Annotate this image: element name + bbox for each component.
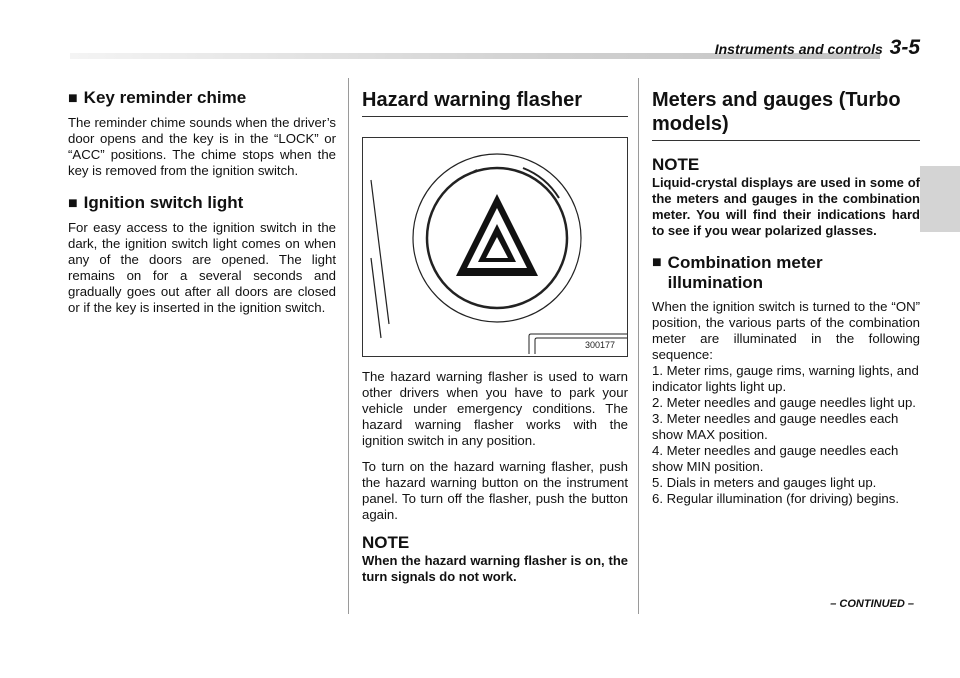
- continued-label: – CONTINUED –: [830, 598, 914, 610]
- meters-note-body: Liquid-crystal displays are used in some of the meters and gauges in the combination meter. You will find their indications hard to see if you wear polarized glasses.: [652, 175, 920, 238]
- illumination-step: 6. Regular illumination (for driving) begins.: [652, 491, 900, 506]
- column-3: [652, 88, 920, 507]
- hazard-note-body: When the hazard warning flasher is on, the turn signals do not work.: [362, 553, 628, 584]
- key-reminder-title: Key reminder chime: [83, 88, 247, 107]
- page-header: [715, 36, 920, 60]
- hazard-note-title: NOTE: [362, 533, 410, 552]
- illumination-step: 1. Meter rims, gauge rims, warning lights, and indicator lights light up.: [652, 363, 919, 394]
- illumination-heading: [652, 253, 920, 293]
- column-divider: [348, 78, 349, 614]
- column-divider: [638, 78, 639, 614]
- square-bullet-icon: ■: [68, 90, 78, 107]
- square-bullet-icon: ■: [68, 195, 78, 212]
- illumination-step: 2. Meter needles and gauge needles light up.: [652, 395, 916, 410]
- chapter-tab: [920, 166, 960, 232]
- square-bullet-icon: ■: [652, 254, 662, 271]
- hazard-body-2: To turn on the hazard warning flasher, push the hazard warning button on the instrument panel. To turn off the flasher, push the button again.: [362, 459, 628, 522]
- illumination-step: 4. Meter needles and gauge needles each show MIN position.: [652, 443, 899, 474]
- section-title: Instruments and controls: [714, 41, 883, 57]
- meters-heading: Meters and gauges (Turbo models): [652, 88, 920, 141]
- ignition-light-heading: [68, 193, 336, 214]
- page-number: 3-5: [889, 36, 920, 59]
- key-reminder-heading: [68, 88, 336, 109]
- hazard-button-illustration: [363, 138, 627, 356]
- ignition-light-title: Ignition switch light: [83, 193, 244, 212]
- illumination-step: 3. Meter needles and gauge needles each show MAX position.: [652, 411, 899, 442]
- meters-note-title: NOTE: [652, 155, 700, 174]
- hazard-body-1: The hazard warning flasher is used to warn other drivers when you have to park your vehicle under emergency conditions. The hazard warning flasher works with the ignition switch in any position.: [362, 369, 628, 448]
- illumination-step: 5. Dials in meters and gauges light up.: [652, 475, 877, 490]
- illumination-intro: When the ignition switch is turned to the “ON” position, the various parts of the combination meter are illuminated in the following sequence:: [652, 299, 920, 362]
- illumination-title: Combination meter illumination: [667, 253, 823, 292]
- hazard-button-figure: [362, 137, 628, 357]
- key-reminder-body: The reminder chime sounds when the driver’s door opens and the key is in the “LOCK” or “ACC” positions. The chime stops when the key is removed from the ignition switch.: [68, 115, 336, 178]
- figure-code: 300177: [585, 340, 616, 350]
- column-1: [68, 88, 336, 326]
- column-2: [362, 88, 628, 595]
- hazard-heading: Hazard warning flasher: [362, 88, 628, 117]
- ignition-light-body: For easy access to the ignition switch in the dark, the ignition switch light comes on when any of the doors are opened. The light remains on for a several seconds and gradually goes out after all doors are closed or if the key is inserted in the ignition switch.: [68, 220, 336, 315]
